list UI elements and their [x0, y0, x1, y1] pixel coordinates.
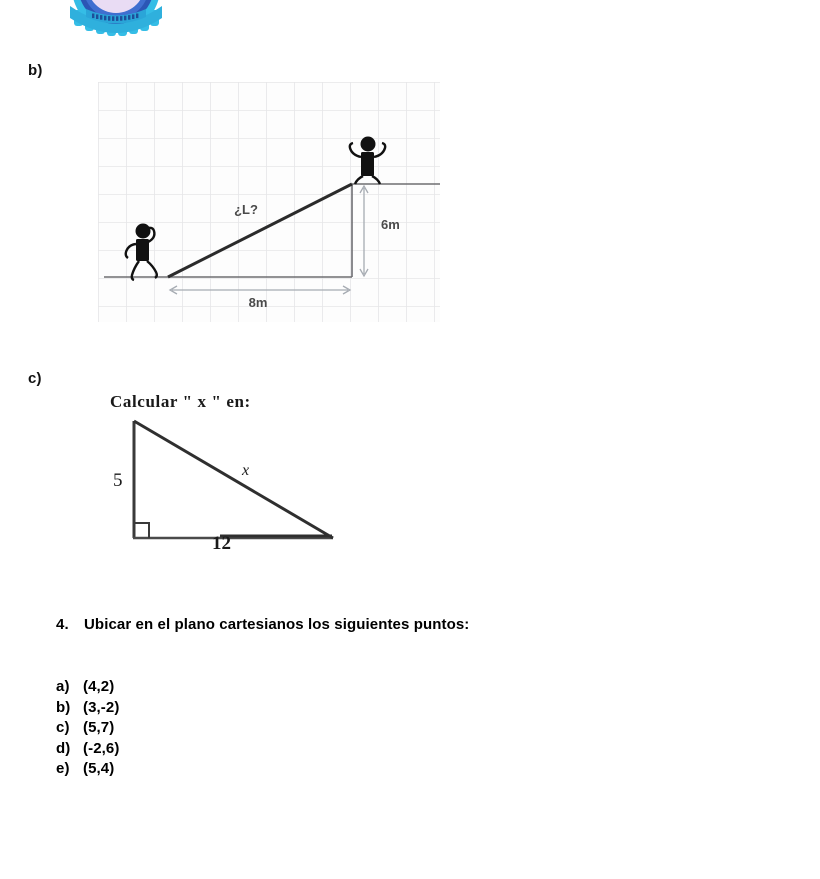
label-horizontal-length: 8m	[248, 295, 268, 310]
list-item	[56, 760, 119, 781]
grid-lines	[98, 82, 440, 322]
triangle-label-horizontal: 12	[212, 533, 231, 554]
list-item-value: (-2,6)	[83, 739, 120, 757]
triangle-problem-heading: Calcular " x " en:	[110, 392, 251, 411]
list-item-value: (5,7)	[83, 719, 115, 736]
question-4-answer-list	[56, 678, 119, 781]
right-angle-marker-icon	[134, 523, 149, 538]
triangle-label-hypotenuse: x	[242, 462, 250, 479]
triangle-label-vertical: 5	[113, 470, 123, 491]
question-4	[56, 616, 469, 633]
list-item-value: (5,4)	[83, 760, 115, 777]
list-item-key: a)	[56, 678, 70, 695]
list-item	[56, 678, 119, 699]
ramp-diagram-svg	[98, 82, 440, 322]
label-vertical-length: 6m	[381, 217, 400, 232]
list-item-key: b)	[56, 698, 71, 716]
label-hypotenuse-length: ¿L?	[234, 202, 258, 217]
list-item	[56, 699, 119, 720]
list-item-key: d)	[56, 739, 71, 757]
right-triangle-svg	[100, 410, 370, 560]
question-4-text: Ubicar en el plano cartesianos los siguientes puntos:	[84, 616, 470, 633]
school-logo	[58, 0, 174, 44]
question-4-number: 4.	[56, 616, 69, 633]
list-item-key: e)	[56, 760, 70, 777]
school-emblem-icon	[58, 0, 174, 44]
list-item-value: (3,-2)	[83, 698, 120, 716]
list-item-value: (4,2)	[83, 678, 115, 695]
ramp-diagram	[98, 82, 440, 322]
list-item	[56, 719, 119, 740]
section-label-b: b)	[28, 62, 43, 79]
triangle-hypotenuse	[134, 421, 333, 538]
list-item	[56, 740, 119, 761]
section-label-c: c)	[28, 370, 42, 387]
list-item-key: c)	[56, 719, 70, 736]
right-triangle-diagram	[100, 410, 370, 560]
